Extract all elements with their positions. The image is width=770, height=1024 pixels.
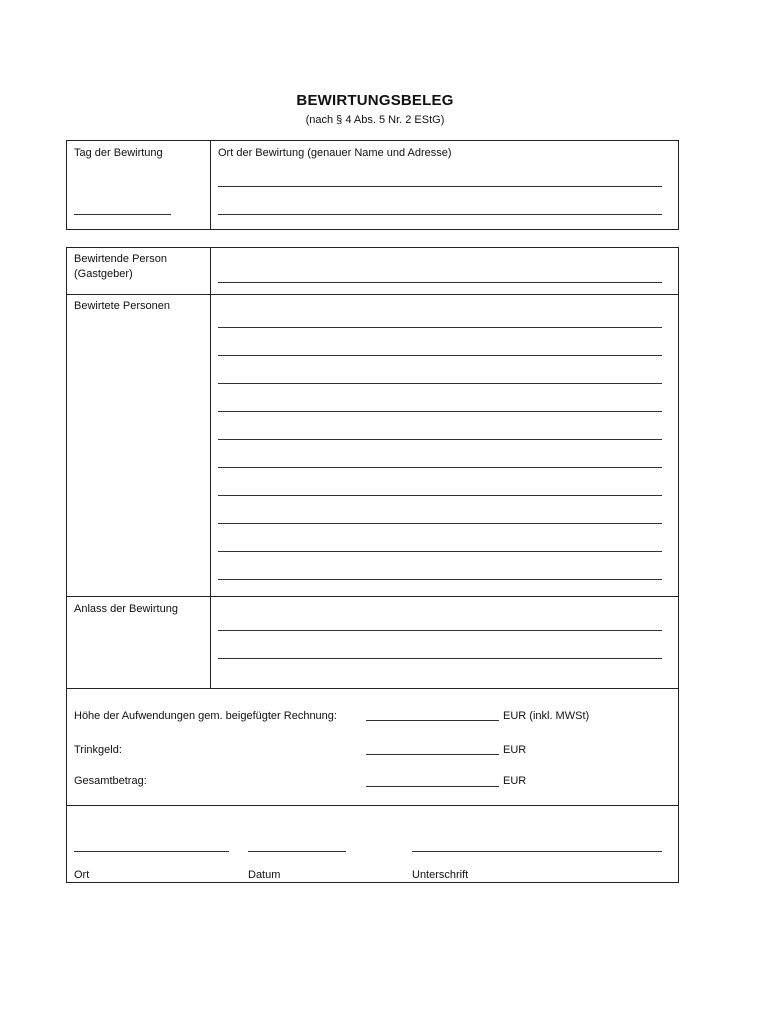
host-field-line[interactable]: [218, 282, 662, 283]
occasion-field-line-2[interactable]: [218, 658, 662, 659]
place-field-line[interactable]: [74, 851, 229, 852]
signature-label: Unterschrift: [412, 869, 469, 881]
signature-box: [66, 805, 679, 883]
guest-field-line-5[interactable]: [218, 439, 662, 440]
total-unit: EUR: [503, 775, 527, 787]
location-label: Ort der Bewirtung (genauer Name und Adresse): [218, 147, 452, 159]
guest-field-line-10[interactable]: [218, 579, 662, 580]
host-row-separator: [66, 294, 679, 295]
guest-field-line-8[interactable]: [218, 523, 662, 524]
host-label-line1: Bewirtende Person: [74, 253, 167, 265]
guest-field-line-3[interactable]: [218, 383, 662, 384]
location-field-line-1[interactable]: [218, 186, 662, 187]
guest-field-line-7[interactable]: [218, 495, 662, 496]
tip-field-line[interactable]: [366, 754, 499, 755]
signature-field-line[interactable]: [412, 851, 662, 852]
tip-unit: EUR: [503, 744, 527, 756]
host-label-line2: (Gastgeber): [74, 268, 133, 280]
guests-label: Bewirtete Personen: [74, 300, 170, 312]
persons-box: [66, 247, 679, 689]
date-label: Tag der Bewirtung: [74, 147, 163, 159]
persons-divider: [210, 247, 211, 689]
amounts-box: [66, 688, 679, 806]
total-field-line[interactable]: [366, 786, 499, 787]
total-label: Gesamtbetrag:: [74, 775, 147, 787]
expenses-field-line[interactable]: [366, 720, 499, 721]
date-signature-field-line[interactable]: [248, 851, 346, 852]
location-field-line-2[interactable]: [218, 214, 662, 215]
date-location-divider: [210, 140, 211, 230]
occasion-label: Anlass der Bewirtung: [74, 603, 178, 615]
guests-row-separator: [66, 596, 679, 597]
occasion-field-line-1[interactable]: [218, 630, 662, 631]
guest-field-line-9[interactable]: [218, 551, 662, 552]
signature-date-label: Datum: [248, 869, 281, 881]
guest-field-line-1[interactable]: [218, 327, 662, 328]
document-subtitle: (nach § 4 Abs. 5 Nr. 2 EStG): [305, 114, 445, 126]
document-title: BEWIRTUNGSBELEG: [296, 92, 454, 109]
guest-field-line-2[interactable]: [218, 355, 662, 356]
date-field-line[interactable]: [74, 214, 171, 215]
expenses-label: Höhe der Aufwendungen gem. beigefügter Rechnung:: [74, 710, 337, 722]
guest-field-line-6[interactable]: [218, 467, 662, 468]
place-label: Ort: [74, 869, 90, 881]
tip-label: Trinkgeld:: [74, 744, 122, 756]
guest-field-line-4[interactable]: [218, 411, 662, 412]
expenses-unit: EUR (inkl. MWSt): [503, 710, 590, 722]
